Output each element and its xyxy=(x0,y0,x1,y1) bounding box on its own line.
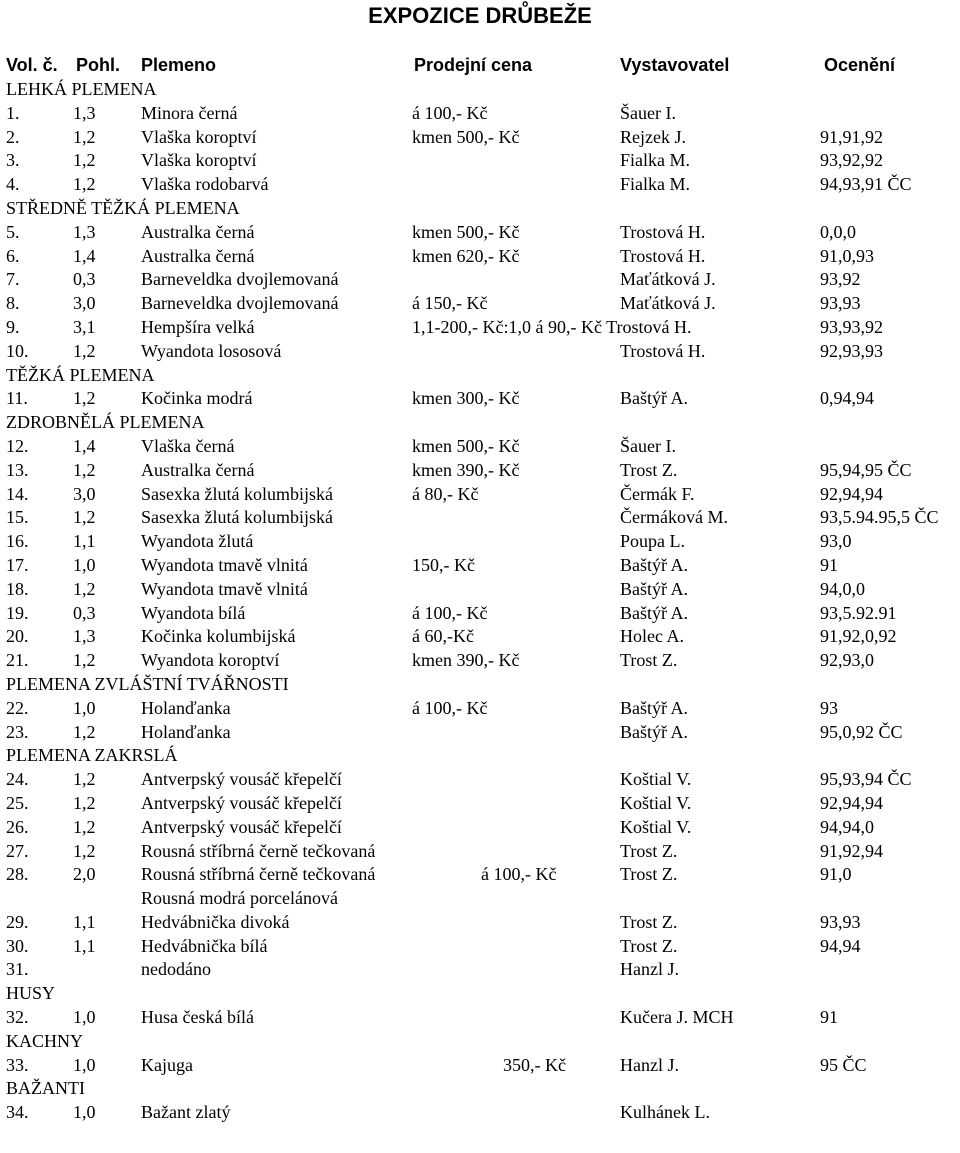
sale-price: kmen 390,- Kč xyxy=(412,650,520,671)
exhibitor-name: Trost Z. xyxy=(620,650,678,671)
exhibit-row xyxy=(0,792,960,816)
sex-ratio: 1,0 xyxy=(73,1102,96,1123)
breed-name: Kočinka kolumbijská xyxy=(141,626,296,647)
sex-ratio: 1,2 xyxy=(73,650,96,671)
sex-ratio: 1,2 xyxy=(73,721,96,742)
exhibit-row xyxy=(0,1006,960,1030)
sale-price: kmen 390,- Kč xyxy=(412,459,520,480)
sex-ratio: 1,0 xyxy=(73,1054,96,1075)
rating: 93,92,92 xyxy=(820,150,883,171)
exhibitor-name: Baštýř A. xyxy=(620,721,689,742)
exhibitor-name: Čermáková M. xyxy=(620,507,728,528)
entry-number: 8. xyxy=(6,293,20,314)
sale-price: á 100,- Kč xyxy=(412,602,488,623)
sex-ratio: 1,2 xyxy=(73,816,96,837)
exhibit-row xyxy=(0,245,960,269)
exhibitor-name: Kučera J. MCH xyxy=(620,1007,734,1028)
header-cena: Prodejní cena xyxy=(414,55,533,75)
sex-ratio: 1,2 xyxy=(73,459,96,480)
sex-ratio: 0,3 xyxy=(73,602,96,623)
entry-number: 2. xyxy=(6,126,20,147)
exhibit-row xyxy=(0,625,960,649)
sex-ratio: 1,4 xyxy=(73,435,96,456)
exhibitor-name: Fialka M. xyxy=(620,150,690,171)
breed-name: Rousná modrá porcelánová xyxy=(141,888,338,909)
entry-number: 32. xyxy=(6,1007,29,1028)
breed-name: Barneveldka dvojlemovaná xyxy=(141,293,339,314)
sex-ratio: 1,3 xyxy=(73,626,96,647)
exhibit-row xyxy=(0,958,960,982)
section-heading: PLEMENA ZVLÁŠTNÍ TVÁŘNOSTI xyxy=(6,673,289,694)
breed-name: Wyandota žlutá xyxy=(141,531,254,552)
rating: 0,0,0 xyxy=(820,221,856,242)
breed-name: Australka černá xyxy=(141,245,255,266)
breed-name: Sasexka žlutá kolumbijská xyxy=(141,483,333,504)
rating: 92,93,93 xyxy=(820,340,883,361)
sex-ratio: 1,2 xyxy=(73,507,96,528)
section-heading-row xyxy=(0,78,960,102)
breed-name: Kajuga xyxy=(141,1054,193,1075)
exhibitor-name: Hanzl J. xyxy=(620,959,679,980)
section-heading: ZDROBNĚLÁ PLEMENA xyxy=(6,412,205,433)
exhibit-row xyxy=(0,935,960,959)
sex-ratio: 1,4 xyxy=(73,245,96,266)
exhibit-row xyxy=(0,1054,960,1078)
exhibitor-name: Baštýř A. xyxy=(620,697,689,718)
sex-ratio: 1,2 xyxy=(73,150,96,171)
breed-name: Hedvábnička bílá xyxy=(141,935,268,956)
sex-ratio: 1,2 xyxy=(73,769,96,790)
entry-number: 10. xyxy=(6,340,29,361)
entry-number: 25. xyxy=(6,792,29,813)
exhibitor-name: Trostová H. xyxy=(620,245,706,266)
entry-number: 26. xyxy=(6,816,29,837)
exhibitor-name: Šauer I. xyxy=(620,435,676,456)
exhibitor-name: Koštial V. xyxy=(620,816,692,837)
sale-price: kmen 500,- Kč xyxy=(412,221,520,242)
entry-number: 7. xyxy=(6,269,20,290)
section-heading-row xyxy=(0,1077,960,1101)
exhibitor-name: Kulhánek L. xyxy=(620,1102,710,1123)
exhibit-row xyxy=(0,554,960,578)
exhibit-row xyxy=(0,816,960,840)
sale-price: kmen 500,- Kč xyxy=(412,126,520,147)
section-heading-row xyxy=(0,744,960,768)
exhibit-row xyxy=(0,530,960,554)
entry-number: 34. xyxy=(6,1102,29,1123)
rating: 93,92 xyxy=(820,269,861,290)
entry-number: 18. xyxy=(6,578,29,599)
exhibit-row xyxy=(0,649,960,673)
entry-number: 27. xyxy=(6,840,29,861)
rating: 93,5.94.95,5 ČC xyxy=(820,507,939,528)
sale-price: á 150,- Kč xyxy=(412,293,488,314)
section-heading: PLEMENA ZAKRSLÁ xyxy=(6,745,178,766)
breed-name: Wyandota tmavě vlnitá xyxy=(141,578,308,599)
rating: 93,93,92 xyxy=(820,316,883,337)
section-heading: STŘEDNĚ TĚŽKÁ PLEMENA xyxy=(6,197,240,218)
section-heading-row xyxy=(0,982,960,1006)
breed-name: Rousná stříbrná černě tečkovaná xyxy=(141,840,376,861)
exhibit-row xyxy=(0,483,960,507)
entry-number: 17. xyxy=(6,554,29,575)
exhibit-row xyxy=(0,506,960,530)
exhibit-row xyxy=(0,578,960,602)
exhibit-row xyxy=(0,459,960,483)
section-heading-row xyxy=(0,411,960,435)
exhibitor-name: Trostová H. xyxy=(620,221,706,242)
page-title: EXPOZICE DRŮBEŽE xyxy=(368,3,592,28)
entry-number: 13. xyxy=(6,459,29,480)
entry-number: 21. xyxy=(6,650,29,671)
sex-ratio: 1,2 xyxy=(73,388,96,409)
section-heading-row xyxy=(0,673,960,697)
exhibit-row xyxy=(0,1101,960,1125)
sale-price: 350,- Kč xyxy=(503,1054,566,1075)
section-heading: BAŽANTI xyxy=(6,1078,85,1099)
entry-number: 19. xyxy=(6,602,29,623)
breed-name: Minora černá xyxy=(141,102,238,123)
entry-number: 24. xyxy=(6,769,29,790)
rating: 92,93,0 xyxy=(820,650,874,671)
rating: 93,93 xyxy=(820,911,861,932)
sex-ratio: 1,2 xyxy=(73,174,96,195)
section-heading: KACHNY xyxy=(6,1030,84,1051)
exhibit-row xyxy=(0,268,960,292)
breed-name: Husa česká bílá xyxy=(141,1007,254,1028)
header-oceneni: Ocenění xyxy=(824,55,896,75)
exhibit-row xyxy=(0,602,960,626)
exhibitor-name: Maťátková J. xyxy=(620,293,716,314)
sale-price: 150,- Kč xyxy=(412,554,475,575)
breed-name: Antverpský vousáč křepelčí xyxy=(141,769,342,790)
sex-ratio: 1,3 xyxy=(73,221,96,242)
exhibit-row xyxy=(0,126,960,150)
exhibitor-name: Poupa L. xyxy=(620,531,685,552)
exhibit-row xyxy=(0,697,960,721)
sex-ratio: 1,2 xyxy=(73,792,96,813)
exhibit-row xyxy=(0,221,960,245)
sale-price: á 100,- Kč xyxy=(412,102,488,123)
rating: 0,94,94 xyxy=(820,388,874,409)
exhibit-row xyxy=(0,435,960,459)
exhibit-row xyxy=(0,911,960,935)
exhibitor-name: Trost Z. xyxy=(620,911,678,932)
entry-number: 4. xyxy=(6,174,20,195)
sale-price: 1,1-200,- Kč:1,0 á 90,- Kč Trostová H. xyxy=(412,316,692,337)
header-vystavovatel: Vystavovatel xyxy=(620,55,730,75)
entry-number: 33. xyxy=(6,1054,29,1075)
rating: 91 xyxy=(820,554,838,575)
entry-number: 11. xyxy=(6,388,28,409)
exhibitor-name: Koštial V. xyxy=(620,769,692,790)
exhibitor-name: Baštýř A. xyxy=(620,554,689,575)
entry-number: 16. xyxy=(6,531,29,552)
exhibitor-name: Koštial V. xyxy=(620,792,692,813)
sale-price: á 100,- Kč xyxy=(412,697,488,718)
breed-name: Wyandota lososová xyxy=(141,340,282,361)
exhibit-row xyxy=(0,316,960,340)
rating: 93,0 xyxy=(820,531,852,552)
rating: 94,94 xyxy=(820,935,861,956)
sex-ratio: 0,3 xyxy=(73,269,96,290)
rating: 93,93 xyxy=(820,293,861,314)
breed-name: Antverpský vousáč křepelčí xyxy=(141,792,342,813)
entry-number: 20. xyxy=(6,626,29,647)
breed-name: Vlaška černá xyxy=(141,435,235,456)
breed-name: Bažant zlatý xyxy=(141,1102,231,1123)
entry-number: 29. xyxy=(6,911,29,932)
rating: 91,0 xyxy=(820,864,852,885)
rating: 91 xyxy=(820,1007,838,1028)
exhibitor-name: Trost Z. xyxy=(620,864,678,885)
rating: 94,0,0 xyxy=(820,578,865,599)
entry-number: 6. xyxy=(6,245,20,266)
exhibit-row xyxy=(0,387,960,411)
exhibit-list xyxy=(0,78,960,1125)
header-pohl: Pohl. xyxy=(76,55,120,75)
rating: 92,94,94 xyxy=(820,483,883,504)
rating: 95,93,94 ČC xyxy=(820,769,912,790)
sex-ratio: 1,2 xyxy=(73,126,96,147)
sale-price: kmen 300,- Kč xyxy=(412,388,520,409)
sale-price: á 100,- Kč xyxy=(481,864,557,885)
rating: 91,91,92 xyxy=(820,126,883,147)
breed-name: Barneveldka dvojlemovaná xyxy=(141,269,339,290)
exhibit-row xyxy=(0,721,960,745)
exhibitor-name: Šauer I. xyxy=(620,102,676,123)
entry-number: 9. xyxy=(6,316,20,337)
entry-number: 22. xyxy=(6,697,29,718)
entry-number: 31. xyxy=(6,959,29,980)
breed-name: Wyandota koroptví xyxy=(141,650,280,671)
sex-ratio: 3,0 xyxy=(73,483,96,504)
rating: 91,92,0,92 xyxy=(820,626,897,647)
exhibitor-name: Rejzek J. xyxy=(620,126,686,147)
exhibit-row xyxy=(0,173,960,197)
exhibit-row xyxy=(0,149,960,173)
breed-name: Holanďanka xyxy=(141,697,231,718)
sale-price: á 60,-Kč xyxy=(412,626,474,647)
exhibitor-name: Baštýř A. xyxy=(620,578,689,599)
header-vol: Vol. č. xyxy=(6,55,58,75)
exhibitor-name: Maťátková J. xyxy=(620,269,716,290)
exhibit-row xyxy=(0,887,960,911)
rating: 92,94,94 xyxy=(820,792,883,813)
exhibitor-name: Čermák F. xyxy=(620,483,695,504)
exhibit-row xyxy=(0,768,960,792)
entry-number: 3. xyxy=(6,150,20,171)
exhibitor-name: Baštýř A. xyxy=(620,602,689,623)
breed-name: Hedvábnička divoká xyxy=(141,911,290,932)
breed-name: nedodáno xyxy=(141,959,211,980)
breed-name: Wyandota bílá xyxy=(141,602,246,623)
entry-number: 15. xyxy=(6,507,29,528)
sex-ratio: 1,1 xyxy=(73,911,96,932)
section-heading: HUSY xyxy=(6,983,56,1004)
rating: 95 ČC xyxy=(820,1054,867,1075)
rating: 93,5.92.91 xyxy=(820,602,897,623)
sex-ratio: 1,0 xyxy=(73,554,96,575)
sale-price: kmen 500,- Kč xyxy=(412,435,520,456)
entry-number: 12. xyxy=(6,435,29,456)
breed-name: Antverpský vousáč křepelčí xyxy=(141,816,342,837)
rating: 93 xyxy=(820,697,838,718)
breed-name: Hempšíra velká xyxy=(141,316,255,337)
sex-ratio: 1,2 xyxy=(73,578,96,599)
exhibitor-name: Trost Z. xyxy=(620,840,678,861)
exhibit-row xyxy=(0,840,960,864)
section-heading: TĚŽKÁ PLEMENA xyxy=(6,364,155,385)
sale-price: kmen 620,- Kč xyxy=(412,245,520,266)
exhibitor-name: Baštýř A. xyxy=(620,388,689,409)
sex-ratio: 1,1 xyxy=(73,531,96,552)
entry-number: 30. xyxy=(6,935,29,956)
sex-ratio: 1,1 xyxy=(73,935,96,956)
exhibitor-name: Holec A. xyxy=(620,626,684,647)
sex-ratio: 1,3 xyxy=(73,102,96,123)
sex-ratio: 3,0 xyxy=(73,293,96,314)
rating: 95,0,92 ČC xyxy=(820,721,903,742)
exhibit-row xyxy=(0,102,960,126)
breed-name: Wyandota tmavě vlnitá xyxy=(141,554,308,575)
breed-name: Vlaška rodobarvá xyxy=(141,174,269,195)
exhibitor-name: Hanzl J. xyxy=(620,1054,679,1075)
section-heading: LEHKÁ PLEMENA xyxy=(6,79,157,99)
section-heading-row xyxy=(0,1030,960,1054)
breed-name: Holanďanka xyxy=(141,721,231,742)
sex-ratio: 1,0 xyxy=(73,1007,96,1028)
entry-number: 14. xyxy=(6,483,29,504)
exhibitor-name: Trost Z. xyxy=(620,459,678,480)
rating: 94,94,0 xyxy=(820,816,874,837)
sex-ratio: 1,2 xyxy=(73,840,96,861)
sex-ratio: 2,0 xyxy=(73,864,96,885)
rating: 91,92,94 xyxy=(820,840,883,861)
exhibit-row xyxy=(0,340,960,364)
sex-ratio: 3,1 xyxy=(73,316,96,337)
rating: 91,0,93 xyxy=(820,245,874,266)
exhibit-row xyxy=(0,292,960,316)
sex-ratio: 1,2 xyxy=(73,340,96,361)
entry-number: 23. xyxy=(6,721,29,742)
exhibit-row xyxy=(0,863,960,887)
rating: 95,94,95 ČC xyxy=(820,459,912,480)
header-plemeno: Plemeno xyxy=(141,55,217,75)
breed-name: Kočinka modrá xyxy=(141,388,253,409)
breed-name: Vlaška koroptví xyxy=(141,126,257,147)
sex-ratio: 1,0 xyxy=(73,697,96,718)
entry-number: 1. xyxy=(6,102,20,123)
rating: 94,93,91 ČC xyxy=(820,174,912,195)
exhibitor-name: Trostová H. xyxy=(620,340,706,361)
sale-price: á 80,- Kč xyxy=(412,483,479,504)
section-heading-row xyxy=(0,197,960,221)
breed-name: Sasexka žlutá kolumbijská xyxy=(141,507,333,528)
entry-number: 28. xyxy=(6,864,29,885)
entry-number: 5. xyxy=(6,221,20,242)
exhibitor-name: Trost Z. xyxy=(620,935,678,956)
breed-name: Australka černá xyxy=(141,221,255,242)
breed-name: Rousná stříbrná černě tečkovaná xyxy=(141,864,376,885)
section-heading-row xyxy=(0,364,960,388)
breed-name: Vlaška koroptví xyxy=(141,150,257,171)
breed-name: Australka černá xyxy=(141,459,255,480)
exhibitor-name: Fialka M. xyxy=(620,174,690,195)
